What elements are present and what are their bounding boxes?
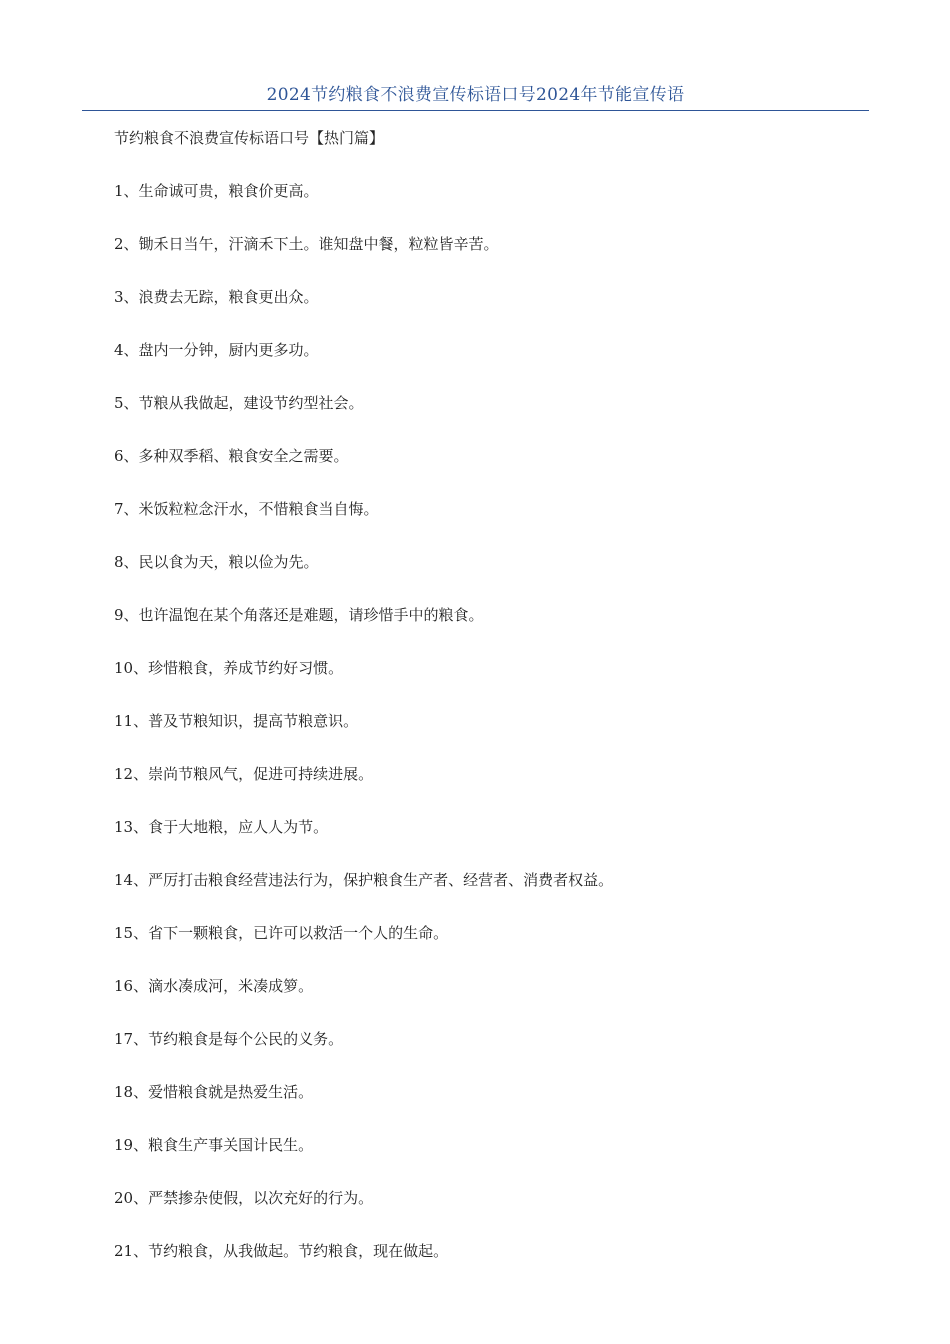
slogan-item: 16、滴水凑成河，米凑成箩。: [114, 977, 314, 995]
slogan-item: 20、严禁掺杂使假，以次充好的行为。: [114, 1189, 374, 1207]
slogan-item: 6、多种双季稻、粮食安全之需要。: [114, 447, 349, 465]
slogan-item: 9、也许温饱在某个角落还是难题，请珍惜手中的粮食。: [114, 606, 484, 624]
slogan-item: 1、生命诚可贵，粮食价更高。: [114, 182, 319, 200]
section-heading: 节约粮食不浪费宣传标语口号【热门篇】: [114, 129, 385, 147]
slogan-item: 12、崇尚节粮风气，促进可持续进展。: [114, 765, 374, 783]
slogan-item: 3、浪费去无踪，粮食更出众。: [114, 288, 319, 306]
page-header: [82, 84, 869, 111]
slogan-item: 4、盘内一分钟，厨内更多功。: [114, 341, 319, 359]
slogan-item: 11、普及节粮知识，提高节粮意识。: [114, 712, 359, 730]
slogan-item: 7、米饭粒粒念汗水，不惜粮食当自悔。: [114, 500, 379, 518]
page-title: 2024节约粮食不浪费宣传标语口号2024年节能宣传语: [266, 85, 685, 105]
document-body: [114, 126, 874, 1292]
slogan-item: 17、节约粮食是每个公民的义务。: [114, 1030, 344, 1048]
slogan-item: 19、粮食生产事关国计民生。: [114, 1136, 314, 1154]
slogan-item: 10、珍惜粮食，养成节约好习惯。: [114, 659, 344, 677]
slogan-item: 5、节粮从我做起，建设节约型社会。: [114, 394, 364, 412]
slogan-list: [114, 179, 874, 1263]
slogan-item: 13、食于大地粮，应人人为节。: [114, 818, 329, 836]
slogan-item: 21、节约粮食，从我做起。节约粮食，现在做起。: [114, 1242, 449, 1260]
slogan-item: 2、锄禾日当午，汗滴禾下土。谁知盘中餐，粒粒皆辛苦。: [114, 235, 499, 253]
slogan-item: 18、爱惜粮食就是热爱生活。: [114, 1083, 314, 1101]
slogan-item: 15、省下一颗粮食，已许可以救活一个人的生命。: [114, 924, 449, 942]
slogan-item: 8、民以食为天，粮以俭为先。: [114, 553, 319, 571]
slogan-item: 14、严厉打击粮食经营违法行为，保护粮食生产者、经营者、消费者权益。: [114, 871, 614, 889]
